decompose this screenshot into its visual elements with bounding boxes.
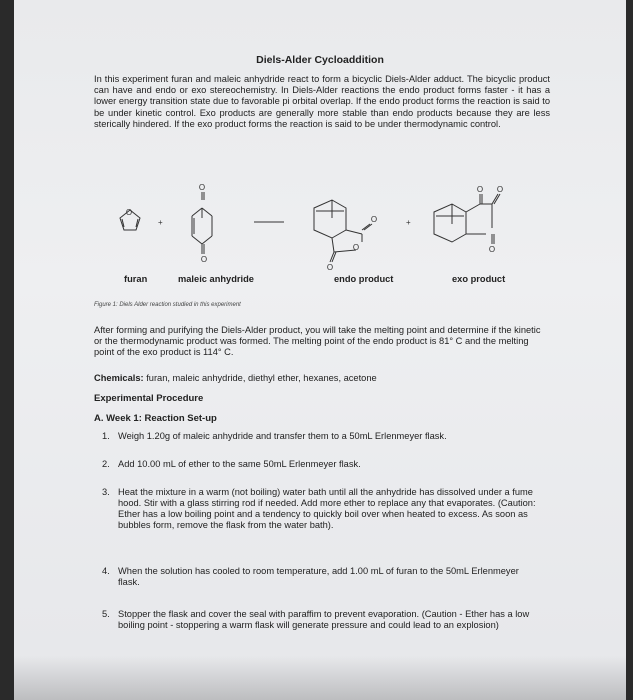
plus-sign: + <box>406 218 411 227</box>
reaction-figure <box>94 178 550 288</box>
oxygen-label: O <box>476 185 484 194</box>
oxygen-label: O <box>352 243 360 252</box>
step-text: Stopper the flask and cover the seal with paraffim to prevent evaporation. (Caution - Ether has a low boiling point - stoppering a warm flask will generate pressure and could lead to an explosion) <box>118 609 530 630</box>
oxygen-label: O <box>125 208 133 217</box>
oxygen-label: O <box>326 263 334 272</box>
label-endo-product: endo product <box>334 274 394 284</box>
endo-product-structure <box>314 200 372 262</box>
label-maleic-anhydride: maleic anhydride <box>178 274 254 284</box>
melting-point-paragraph: After forming and purifying the Diels-Alder product, you will take the melting point and determine if the kinetic or the thermodynamic product was formed. The melting point of the endo product is 81° C and the melting point of the exo product is 114° C. <box>94 325 541 358</box>
oxygen-label: O <box>370 215 378 224</box>
oxygen-label: O <box>496 185 504 194</box>
step-number: 4. <box>102 566 110 576</box>
label-exo-product: exo product <box>452 274 506 284</box>
step-text: Heat the mixture in a warm (not boiling) water bath until all the anhydride has dissolved under a fume hood. Stir with a glass stirring rod if needed. Add more ether to replace any that evaporates. (Caution: Ether has a low boiling point and a tendency to quickly boil over when heated to excess. As soon as bubbles form, remove the flask from the water bath). <box>118 487 536 530</box>
intro-paragraph: In this experiment furan and maleic anhydride react to form a bicyclic Diels-Alder adduct. The bicyclic product can have and endo or exo stereochemistry. In Diels-Alder reactions the endo product forms faster - it has a lower energy transition state due to favorable pi orbital overlap. If the endo product forms the reaction is said to be under kinetic control. Exo products are generally more stable than endo products because they are less sterically hindered. If the exo product forms the reaction is said to be under thermodynamic control. <box>94 74 550 129</box>
page-title: Diels-Alder Cycloaddition <box>256 54 384 66</box>
chemicals-label: Chemicals: <box>94 373 144 383</box>
document-page <box>14 0 626 700</box>
chemicals-line <box>94 373 377 383</box>
oxygen-label: O <box>198 183 206 192</box>
figure-caption: Figure 1: Diels Alder reaction studied in this experiment <box>94 302 241 308</box>
reaction-scheme-drawing <box>94 178 550 288</box>
step-number: 5. <box>102 609 110 619</box>
step-text: When the solution has cooled to room temperature, add 1.00 mL of furan to the 50mL Erlenmeyer flask. <box>118 566 519 587</box>
procedure-heading: Experimental Procedure <box>94 393 204 404</box>
label-furan: furan <box>124 274 148 284</box>
step-text: Weigh 1.20g of maleic anhydride and transfer them to a 50mL Erlenmeyer flask. <box>118 431 447 441</box>
week-heading: A. Week 1: Reaction Set-up <box>94 413 217 424</box>
oxygen-label: O <box>488 245 496 254</box>
exo-product-structure <box>434 194 500 244</box>
page-shadow <box>14 656 626 700</box>
step-number: 2. <box>102 459 110 469</box>
maleic-anhydride-structure <box>192 192 212 254</box>
chemicals-list: furan, maleic anhydride, diethyl ether, hexanes, acetone <box>143 373 377 383</box>
plus-sign: + <box>158 218 163 227</box>
step-text: Add 10.00 mL of ether to the same 50mL Erlenmeyer flask. <box>118 459 361 469</box>
step-number: 3. <box>102 487 110 497</box>
step-number: 1. <box>102 431 110 441</box>
oxygen-label: O <box>200 255 208 264</box>
